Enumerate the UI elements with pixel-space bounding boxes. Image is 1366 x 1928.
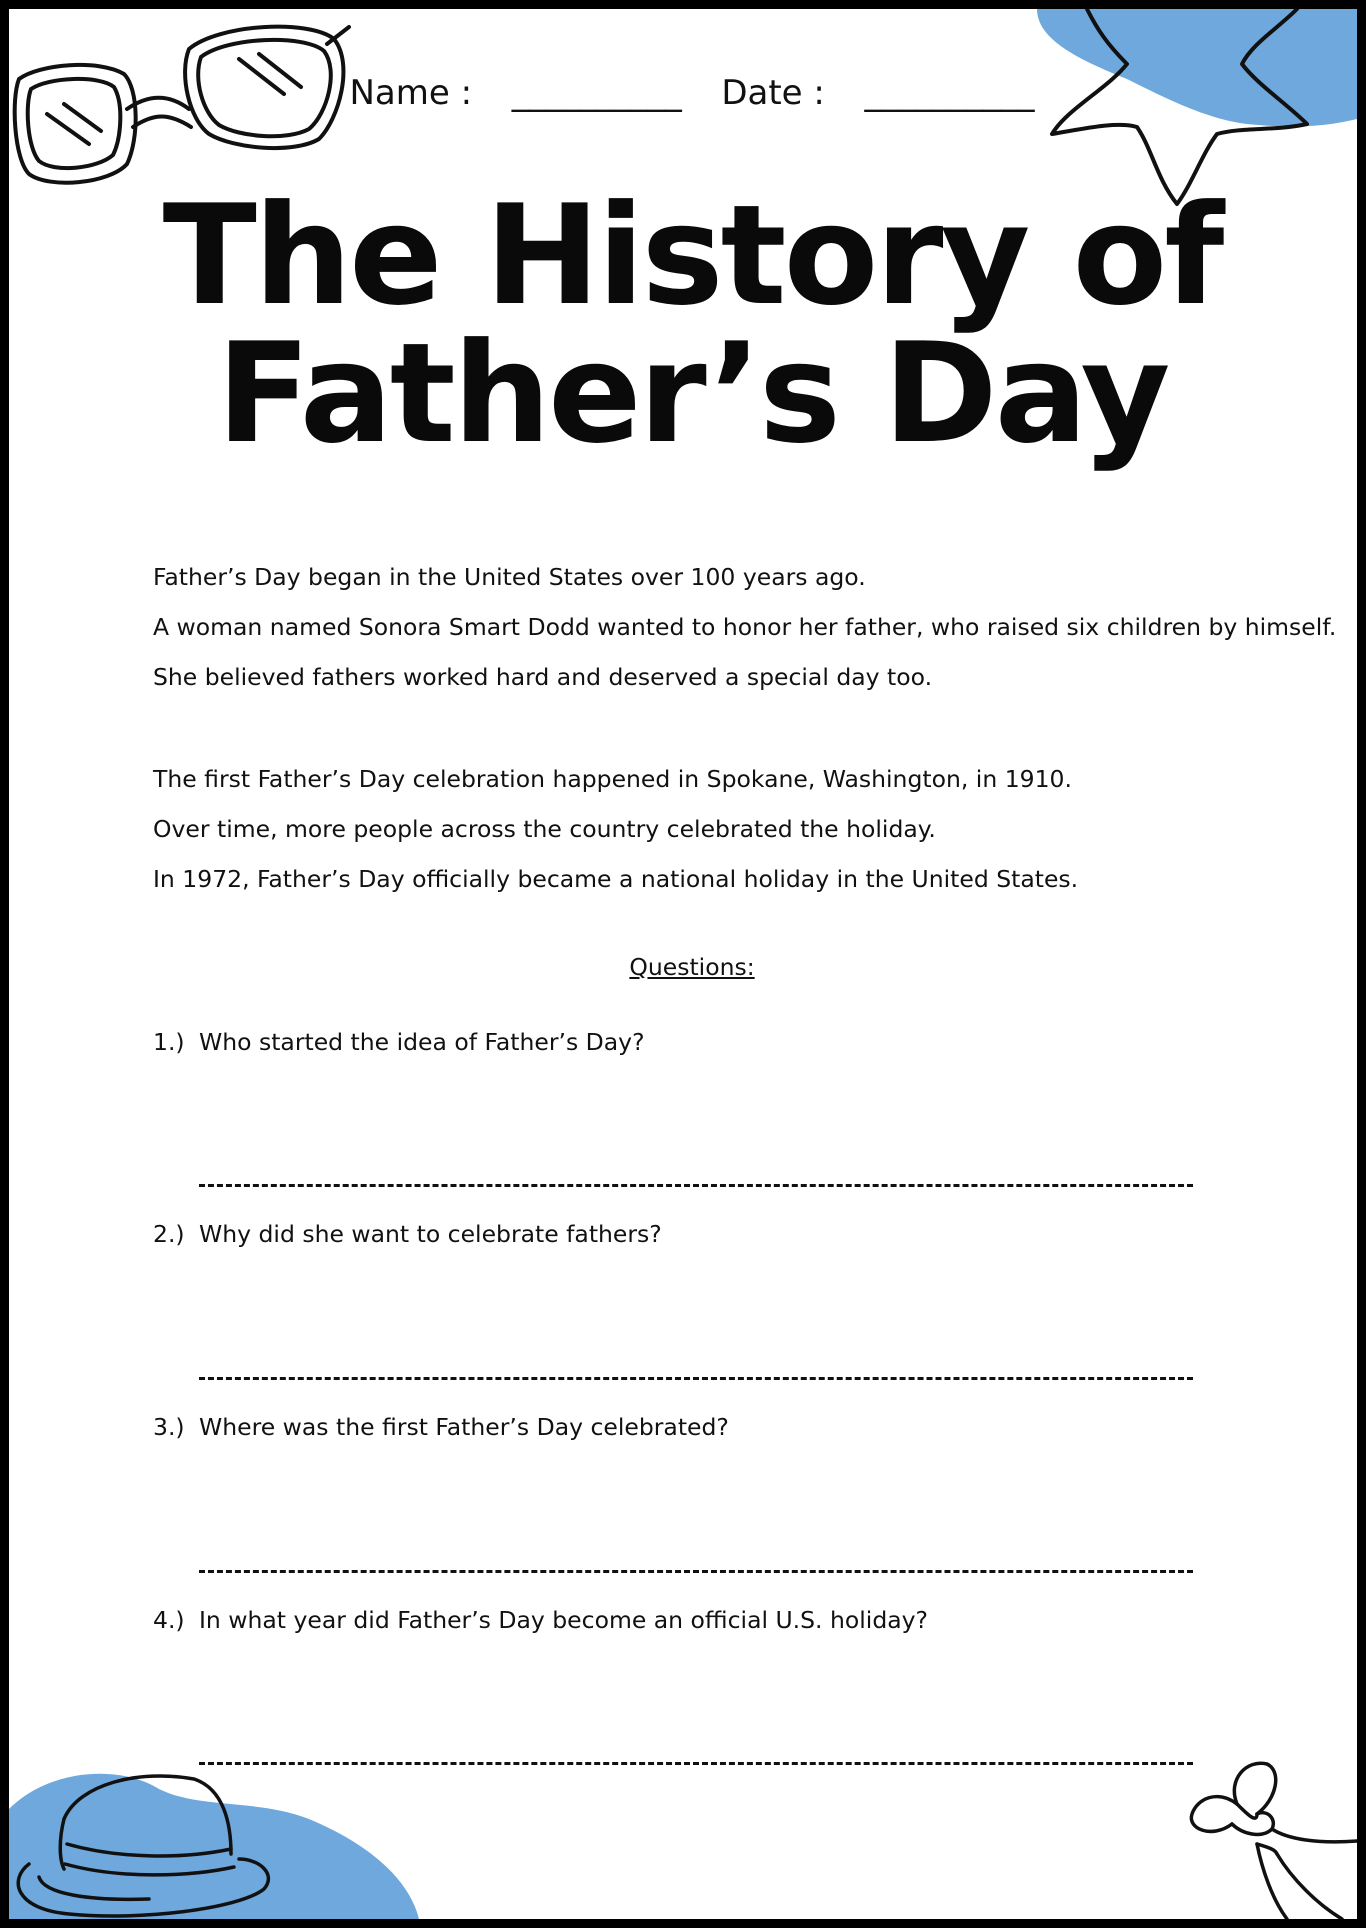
answer-line[interactable]	[199, 1762, 1193, 1765]
question-item	[153, 1220, 1253, 1248]
question-number: 2.)	[153, 1220, 185, 1248]
page-title	[9, 175, 1366, 474]
title-line-1: The History of	[162, 175, 1222, 336]
question-text: Where was the first Father’s Day celebrated?	[199, 1413, 729, 1441]
question-item	[153, 1413, 1253, 1441]
title-line-2: Father’s Day	[216, 313, 1168, 474]
answer-line[interactable]	[199, 1184, 1193, 1187]
history-paragraph-2	[153, 754, 1273, 904]
date-blank[interactable]: __________	[864, 72, 1035, 113]
answer-line[interactable]	[199, 1377, 1193, 1380]
date-label: Date :	[721, 72, 825, 113]
question-text: Why did she want to celebrate fathers?	[199, 1220, 662, 1248]
paragraph-line: She believed fathers worked hard and deserved a special day too.	[153, 663, 933, 691]
name-blank[interactable]: __________	[511, 72, 682, 113]
bow-tie-icon	[1157, 1729, 1357, 1919]
history-paragraph-1	[153, 552, 1337, 702]
question-number: 1.)	[153, 1028, 185, 1056]
paragraph-line: Father’s Day began in the United States over 100 years ago.	[153, 563, 866, 591]
name-label: Name :	[349, 72, 473, 113]
questions-heading: Questions:	[629, 953, 755, 981]
question-text: In what year did Father’s Day become an official U.S. holiday?	[199, 1606, 929, 1634]
question-item	[153, 1606, 1253, 1634]
name-date-line	[9, 71, 1366, 113]
paragraph-line: A woman named Sonora Smart Dodd wanted to honor her father, who raised six children by himself.	[153, 613, 1337, 641]
hat-icon	[9, 1749, 429, 1919]
question-text: Who started the idea of Father’s Day?	[199, 1028, 645, 1056]
paragraph-line: Over time, more people across the country celebrated the holiday.	[153, 815, 936, 843]
paragraph-line: The first Father’s Day celebration happened in Spokane, Washington, in 1910.	[153, 765, 1072, 793]
question-number: 3.)	[153, 1413, 185, 1441]
answer-line[interactable]	[199, 1570, 1193, 1573]
question-item	[153, 1028, 1253, 1056]
question-number: 4.)	[153, 1606, 185, 1634]
paragraph-line: In 1972, Father’s Day officially became a national holiday in the United States.	[153, 865, 1079, 893]
